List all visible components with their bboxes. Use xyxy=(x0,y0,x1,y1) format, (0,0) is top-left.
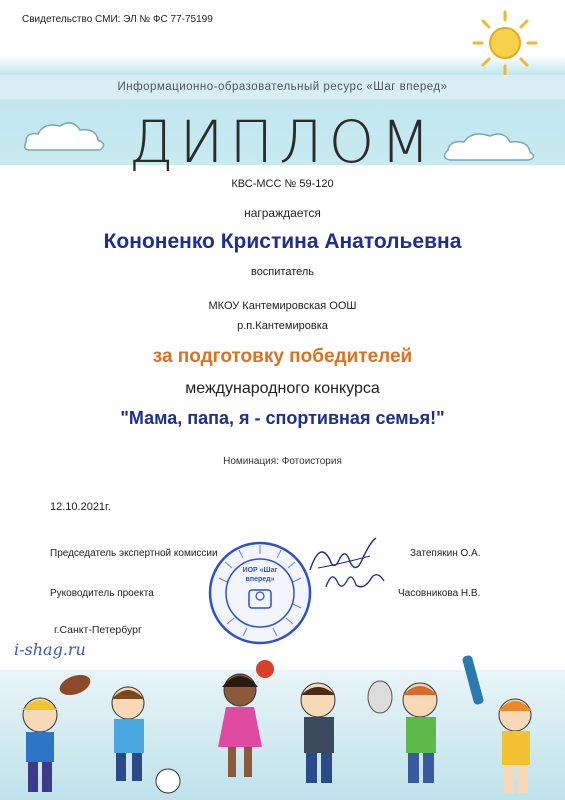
chairman-name: Затепякин О.А. xyxy=(410,548,481,559)
diploma-title: ДИПЛОМ xyxy=(128,108,437,176)
sun-icon xyxy=(470,8,540,78)
children-illustration xyxy=(0,655,565,800)
recipient-name: Кононенко Кристина Анатольевна xyxy=(103,230,462,253)
resource-banner: Информационно-образовательный ресурс «Шаг вперед» xyxy=(0,75,565,99)
city: г.Санкт-Петербург xyxy=(54,624,142,636)
contest-type: международного конкурса xyxy=(185,380,380,397)
registration-text: Свидетельство СМИ: ЭЛ № ФС 77-75199 xyxy=(22,14,213,25)
organization: МКОУ Кантемировская ООШ xyxy=(208,300,357,312)
contest-name: "Мама, папа, я - спортивная семья!" xyxy=(120,408,445,428)
manager-signature xyxy=(320,565,390,595)
manager-title: Руководитель проекта xyxy=(50,588,154,599)
nomination: Номинация: Фотоистория xyxy=(223,456,342,467)
awarded-text: награждается xyxy=(244,206,321,220)
chairman-title: Председатель экспертной комиссии xyxy=(50,548,218,559)
town: р.п.Кантемировка xyxy=(237,320,328,332)
official-stamp xyxy=(205,538,315,648)
recipient-role: воспитатель xyxy=(250,266,315,278)
stamp-text: ИОР «Шаг вперед» xyxy=(242,567,278,583)
award-reason: за подготовку победителей xyxy=(152,346,413,367)
diploma-number: КВС-МСС № 59-120 xyxy=(231,178,334,190)
manager-name: Часовникова Н.В. xyxy=(398,588,481,599)
site-link[interactable]: i-shag.ru xyxy=(14,640,86,659)
issue-date: 12.10.2021г. xyxy=(50,501,111,513)
